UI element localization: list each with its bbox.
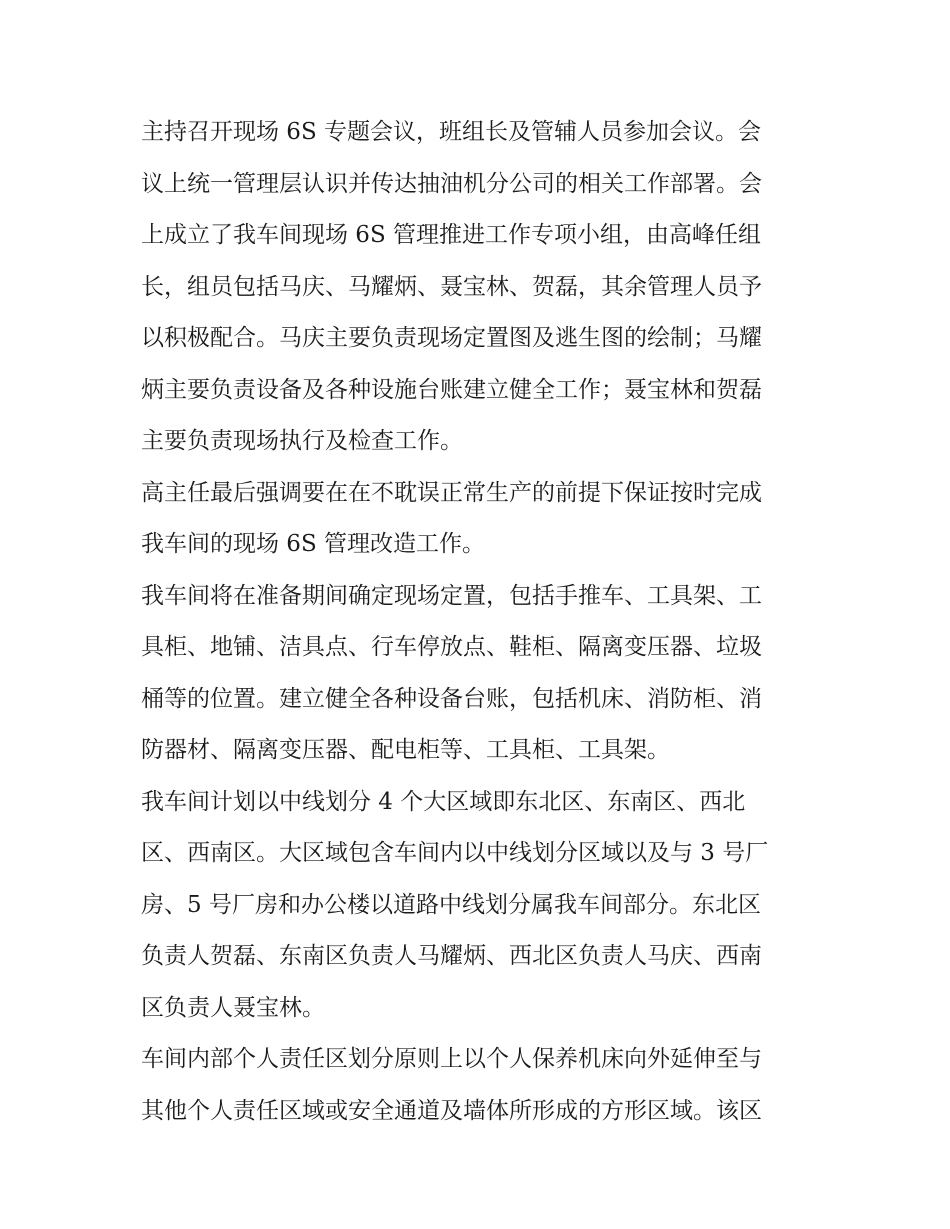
text-line: 区负责人聂宝林。	[141, 994, 325, 1021]
text-line: 我车间计划以中线划分 4 个大区域即东北区、东南区、西北	[141, 788, 746, 815]
text-line: 负责人贺磊、东南区负责人马耀炳、西北区负责人马庆、西南	[141, 943, 762, 969]
text-line: 炳主要负责设备及各种设施台账建立健全工作；聂宝林和贺磊	[141, 376, 762, 403]
text-line: 防器材、隔离变压器、配电柜等、工具柜、工具架。	[141, 737, 670, 763]
document-body	[141, 107, 821, 1137]
text-line: 车间内部个人责任区划分原则上以个人保养机床向外延伸至与	[141, 1046, 762, 1072]
text-line: 其他个人责任区域或安全通道及墙体所形成的方形区域。该区	[141, 1097, 762, 1124]
text-line: 桶等的位置。建立健全各种设备台账，包括机床、消防柜、消	[141, 685, 762, 712]
text-line: 议上统一管理层认识并传达抽油机分公司的相关工作部署。会	[141, 170, 762, 197]
text-line: 上成立了我车间现场 6S 管理推进工作专项小组，由高峰任组	[141, 222, 762, 248]
text-line: 主要负责现场执行及检查工作。	[141, 428, 463, 454]
text-line: 房、5 号厂房和办公楼以道路中线划分属我车间部分。东北区	[141, 891, 761, 918]
text-line: 主持召开现场 6S 专题会议，班组长及管辅人员参加会议。会	[141, 119, 762, 145]
text-line: 长，组员包括马庆、马耀炳、聂宝林、贺磊，其余管理人员予	[141, 273, 762, 300]
text-line: 我车间的现场 6S 管理改造工作。	[141, 531, 486, 557]
text-line: 区、西南区。大区域包含车间内以中线划分区域以及与 3 号厂	[141, 840, 769, 866]
text-line: 高主任最后强调要在在不耽误正常生产的前提下保证按时完成	[141, 479, 762, 506]
text-line: 我车间将在准备期间确定现场定置，包括手推车、工具架、工	[141, 582, 762, 609]
text-line: 具柜、地铺、洁具点、行车停放点、鞋柜、隔离变压器、垃圾	[141, 634, 762, 660]
text-line: 以积极配合。马庆主要负责现场定置图及逃生图的绘制；马耀	[141, 325, 762, 351]
